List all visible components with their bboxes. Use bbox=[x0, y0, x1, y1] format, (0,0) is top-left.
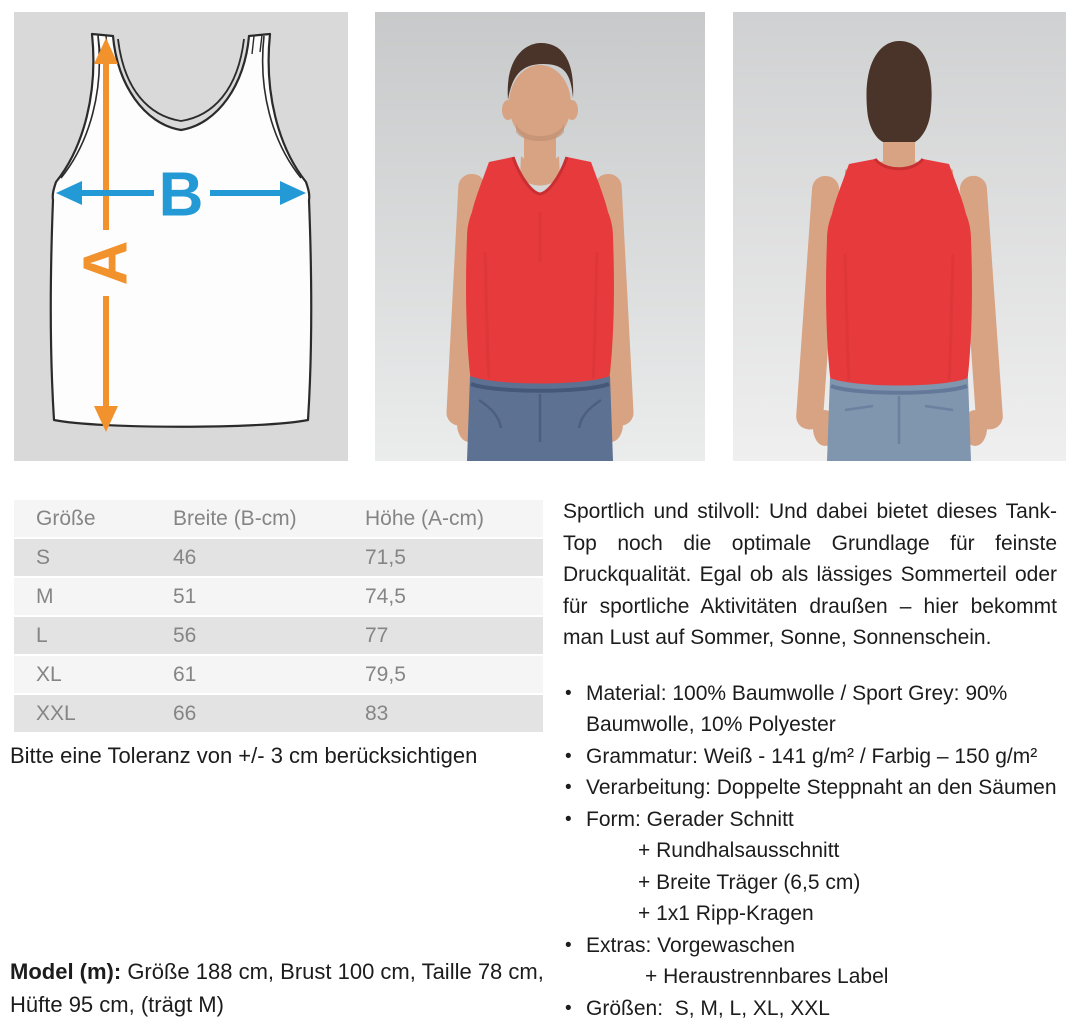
list-item: • Verarbeitung: Doppelte Steppnaht an den Säumen bbox=[563, 772, 1057, 804]
bullet-icon: • bbox=[565, 745, 572, 767]
bullet-icon: • bbox=[565, 808, 572, 830]
table-row: L 56 77 bbox=[14, 617, 543, 656]
model-back-illustration bbox=[733, 12, 1066, 461]
measure-label-b: B bbox=[158, 160, 204, 230]
model-info-line1: Größe 188 cm, Brust 100 cm, Taille 78 cm, bbox=[121, 959, 544, 984]
list-item: • Form: Gerader Schnitt bbox=[563, 804, 1057, 836]
table-row: M 51 74,5 bbox=[14, 578, 543, 617]
bullet-icon: • bbox=[565, 934, 572, 956]
size-table-header-row bbox=[14, 500, 543, 539]
list-subitem: + Heraustrennbares Label bbox=[645, 965, 889, 988]
list-item: • Größen: S, M, L, XL, XXL bbox=[563, 993, 1057, 1025]
list-subitem: + Breite Träger (6,5 cm) bbox=[638, 870, 861, 894]
col-header-hoehe: Höhe (A-cm) bbox=[365, 500, 543, 539]
details-area bbox=[0, 473, 1080, 1029]
jeans-front bbox=[467, 376, 613, 461]
feature-list bbox=[563, 678, 1057, 1025]
tank-top-back bbox=[826, 159, 972, 391]
tolerance-note: Bitte eine Toleranz von +/- 3 cm berücksichtigen bbox=[10, 743, 478, 768]
model-info bbox=[10, 955, 570, 1021]
description-paragraph: Sportlich und stilvoll: Und dabei bietet dieses Tank-Top noch die optimale Grundlage für feinste Druckqualität. Egal ob als lässiges Sommerteil oder für sportliche Aktivitäten draußen – hier bekommt man Lust auf Sommer, Sonne, Sonnenschein. bbox=[563, 500, 1057, 649]
bullet-icon: • bbox=[565, 777, 572, 798]
size-table bbox=[14, 500, 543, 734]
image-row bbox=[0, 0, 1080, 473]
bullet-icon: • bbox=[565, 997, 572, 1019]
list-item: • Grammatur: Weiß - 141 g/m² / Farbig – 150 g/m² bbox=[563, 741, 1057, 773]
model-photo-back bbox=[733, 12, 1066, 461]
list-item: • Material: 100% Baumwolle / Sport Grey: 90% Baumwolle, 10% Polyester bbox=[563, 678, 1057, 741]
hair-back bbox=[866, 41, 931, 142]
product-description bbox=[563, 496, 1057, 1024]
table-row: S 46 71,5 bbox=[14, 539, 543, 578]
col-header-groesse: Größe bbox=[14, 500, 173, 539]
table-row: XL 61 79,5 bbox=[14, 656, 543, 695]
list-item: • Extras: Vorgewaschen bbox=[563, 930, 1057, 962]
col-header-breite: Breite (B-cm) bbox=[173, 500, 365, 539]
jeans-back bbox=[827, 378, 971, 461]
model-photo-front bbox=[375, 12, 705, 461]
head bbox=[866, 41, 931, 142]
size-diagram bbox=[14, 12, 348, 461]
model-info-label: Model (m): bbox=[10, 959, 122, 984]
model-front-illustration bbox=[375, 12, 705, 461]
model-info-line2: Hüfte 95 cm, (trägt M) bbox=[10, 992, 224, 1017]
list-subitem: + 1x1 Ripp-Kragen bbox=[638, 902, 814, 925]
tank-top-measure-diagram bbox=[14, 12, 348, 461]
list-subitem: + Rundhalsausschnitt bbox=[638, 839, 840, 862]
measure-label-a: A bbox=[71, 240, 141, 286]
table-row: XXL 66 83 bbox=[14, 695, 543, 734]
bullet-icon: • bbox=[565, 682, 572, 704]
